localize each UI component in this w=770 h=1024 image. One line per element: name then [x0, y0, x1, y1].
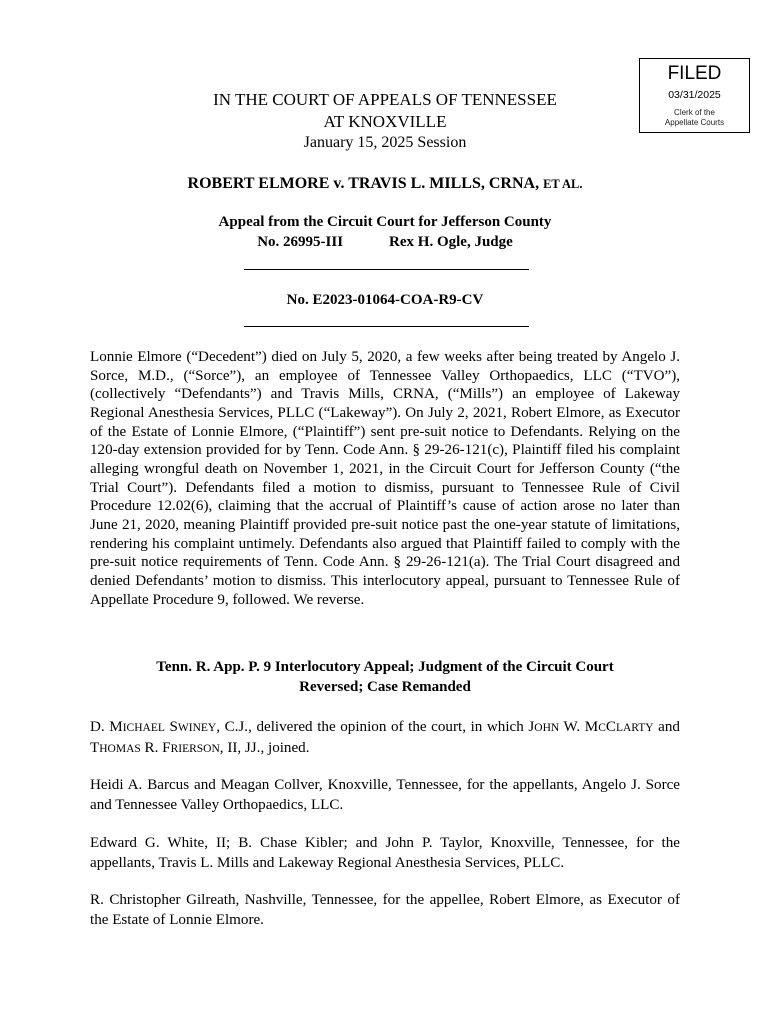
divider-bottom: [244, 326, 529, 327]
counsel-appellants-sorce: Heidi A. Barcus and Meagan Collver, Knoxville, Tennessee, for the appellants, Angelo J. Sorce and Tennessee Valley Orthopaedics, LLC.: [90, 777, 680, 813]
opinion-authorship: [90, 717, 680, 759]
joiner1-first-smallcaps: OHN: [534, 722, 560, 734]
caption-parties: ROBERT ELMORE v. TRAVIS L. MILLS, CRNA,: [187, 175, 540, 192]
filed-label: FILED: [667, 63, 722, 84]
clerk-line-2: Appellate Courts: [664, 118, 725, 127]
docket-number: No. E2023-01064-COA-R9-CV: [286, 292, 484, 308]
trial-case-number: No. 26995-III: [257, 234, 344, 250]
joiner1-mid: W. M: [559, 719, 599, 735]
trial-judge: Rex H. Ogle, Judge: [389, 234, 513, 250]
court-location: AT KNOXVILLE: [323, 112, 447, 131]
joiner1-last-smallcaps: LARTY: [615, 722, 654, 734]
author-first-smallcaps: ICHAEL: [122, 722, 165, 734]
opinion-text-1: , C.J., delivered the opinion of the court, in which J: [216, 719, 535, 735]
opinion-text-4: , II, JJ., joined.: [219, 740, 310, 756]
divider-top: [244, 269, 529, 270]
joiner2-first-smallcaps: HOMAS: [99, 743, 141, 755]
author-last-initial: S: [169, 719, 178, 735]
joiner1-c2: C: [605, 719, 616, 735]
appeal-from: Appeal from the Circuit Court for Jefferson County: [218, 214, 552, 230]
joiner2-last-smallcaps: RIERSON: [170, 743, 220, 755]
counsel-appellee: R. Christopher Gilreath, Nashville, Tennessee, for the appellee, Robert Elmore, as Executor of the Estate of Lonnie Elmore.: [90, 892, 680, 928]
holding: [90, 657, 680, 697]
session-date: January 15, 2025 Session: [303, 134, 467, 151]
case-caption: [90, 174, 680, 194]
filed-date: 03/31/2025: [668, 89, 721, 101]
holding-line-2: Reversed; Case Remanded: [299, 679, 471, 695]
appeal-details: [90, 233, 680, 252]
holding-line-1: Tenn. R. App. P. 9 Interlocutory Appeal; Judgment of the Circuit Court: [156, 659, 614, 675]
joiner1-c-smallcaps: C: [598, 722, 606, 734]
clerk-line-1: Clerk of the: [674, 108, 715, 117]
author-last-smallcaps: WINEY: [177, 722, 217, 734]
counsel-appellants-mills: Edward G. White, II; B. Chase Kibler; and John P. Taylor, Knoxville, Tennessee, for the appellants, Travis L. Mills and Lakeway Regional Anesthesia Services, PLLC.: [90, 835, 680, 871]
opinion-text-3: R. F: [140, 740, 171, 756]
court-name: IN THE COURT OF APPEALS OF TENNESSEE: [213, 90, 557, 109]
caption-et-al: ET AL.: [543, 177, 583, 191]
author-initial: D. M: [90, 719, 123, 735]
case-summary: Lonnie Elmore (“Decedent”) died on July 5, 2020, a few weeks after being treated by Angelo J. Sorce, M.D., (“Sorce”), an employee of Tennessee Valley Orthopaedics, LLC (“TVO”), (collectively “Defendants”) and Travis Mills, CRNA, (“Mills”) an employee of Lakeway Regional Anesthesia Services, PLLC (“Lakeway”). On July 2, 2021, Robert Elmore, as Executor of the Estate of Lonnie Elmore, (“Plaintiff”) sent pre-suit notice to Defendants. Relying on the 120-day extension provided for by Tenn. Code Ann. § 29-26-121(c), Plaintiff filed his complaint alleging wrongful death on November 1, 2021, in the Circuit Court for Jefferson County (“the Trial Court”). Defendants filed a motion to dismiss, pursuant to Tennessee Rule of Civil Procedure 12.02(6), claiming that the accrual of Plaintiff’s cause of action arose no later than June 21, 2020, meaning Plaintiff provided pre-suit notice past the one-year statute of limitations, rendering his complaint untimely. Defendants also argued that Plaintiff failed to comply with the pre-suit notice requirements of Tenn. Code Ann. § 29-26-121(a). The Trial Court disagreed and denied Defendants’ motion to dismiss. This interlocutory appeal, pursuant to Tennessee Rule of Appellate Procedure 9, followed. We reverse.: [90, 349, 680, 608]
opinion-text-2: and T: [90, 719, 680, 756]
